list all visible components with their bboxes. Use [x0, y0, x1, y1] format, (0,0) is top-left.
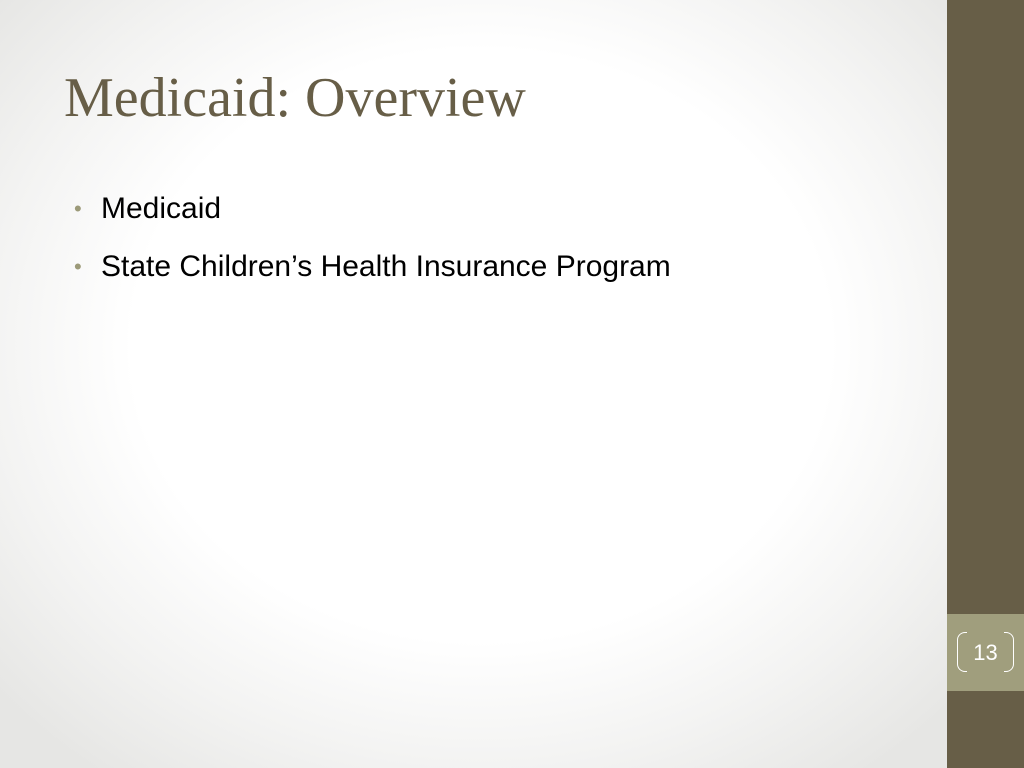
- bullet-dot-icon: •: [74, 196, 82, 221]
- bullet-list: [74, 186, 671, 302]
- bullet-text: State Children’s Health Insurance Program: [101, 250, 671, 283]
- page-number: 13: [973, 640, 998, 665]
- slide-title: Medicaid: Overview: [64, 67, 526, 129]
- bullet-item: [74, 244, 671, 290]
- bullet-text: Medicaid: [101, 192, 222, 225]
- page-number-box: [947, 614, 1024, 691]
- bullet-dot-icon: •: [74, 254, 82, 279]
- bullet-item: [74, 186, 671, 232]
